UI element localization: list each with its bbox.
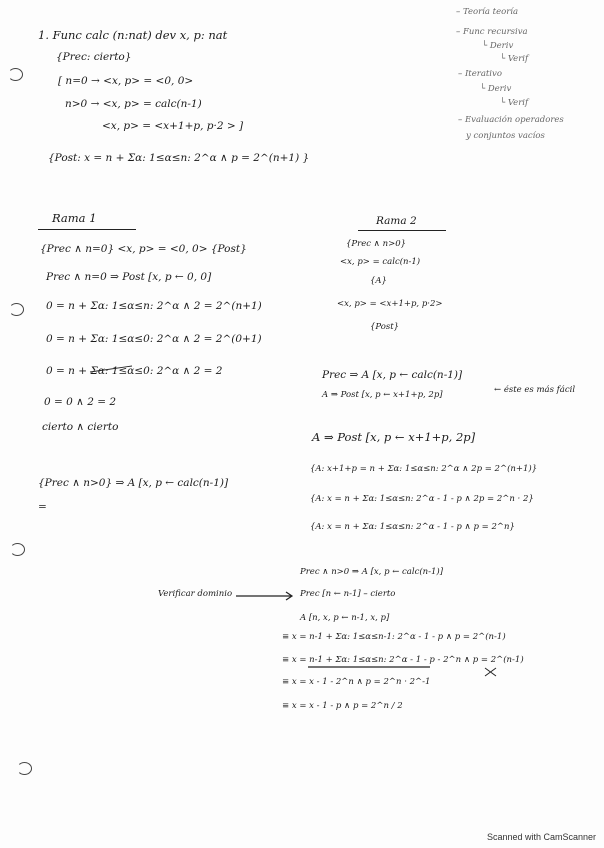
rama2-line-5: {Post} <box>370 322 400 332</box>
rama2-line-1: {Prec ∧ n>0} <box>346 239 407 249</box>
right-line-5: {A: x = n + Σα: 1≤α≤n: 2^α - 1 - p ∧ 2p = 2^n · 2} <box>310 494 534 504</box>
header-line-6: {Post: x = n + Σα: 1≤α≤n: 2^α ∧ p = 2^(n+1) } <box>48 152 310 164</box>
header-line-4: n>0 → <x, p> = calc(n-1) <box>65 98 202 110</box>
note-line-8: – Evaluación operadores <box>458 115 564 125</box>
scanner-watermark: Scanned with CamScanner <box>486 832 596 842</box>
note-line-3: └ Deriv <box>482 41 514 51</box>
rama2-title: Rama 2 <box>376 215 417 227</box>
rama1-line-3: 0 = n + Σα: 1≤α≤n: 2^α ∧ 2 = 2^(n+1) <box>46 300 262 312</box>
note-line-6: └ Deriv <box>480 84 512 94</box>
note-line-4: └ Verif <box>500 54 529 64</box>
right-line-2: A ⇒ Post [x, p ← x+1+p, 2p] <box>322 390 443 400</box>
header-line-1: 1. Func calc (n:nat) dev x, p: nat <box>38 28 228 42</box>
header-line-2: {Prec: cierto} <box>56 51 132 63</box>
rama1-line-9: = <box>38 501 47 513</box>
rama1-line-8: {Prec ∧ n>0} ⇒ A [x, p ← calc(n-1)] <box>38 477 229 489</box>
note-line-1: – Teoría teoría <box>456 7 519 17</box>
rama1-line-6: 0 = 0 ∧ 2 = 2 <box>44 396 117 408</box>
note-line-2: – Func recursiva <box>456 27 528 37</box>
rama2-line-2: <x, p> = calc(n-1) <box>340 257 421 267</box>
bottom-line-1: Prec ∧ n>0 ⇒ A [x, p ← calc(n-1)] <box>300 567 444 577</box>
bottom-line-7: ≡ x = x - 1 - p ∧ p = 2^n / 2 <box>282 701 403 711</box>
note-line-5: – Iterativo <box>458 69 502 79</box>
bottom-line-2: Prec [n ← n-1] – cierto <box>300 589 396 599</box>
rama1-title: Rama 1 <box>52 211 97 225</box>
bottom-line-4: ≡ x = n-1 + Σα: 1≤α≤n-1: 2^α - 1 - p ∧ p = 2^(n-1) <box>282 632 506 642</box>
right-line-4: {A: x+1+p = n + Σα: 1≤α≤n: 2^α ∧ 2p = 2^(n+1)} <box>310 464 538 474</box>
right-note-easier: ← éste es más fácil <box>494 385 576 395</box>
rama1-line-4: 0 = n + Σα: 1≤α≤0: 2^α ∧ 2 = 2^(0+1) <box>46 333 262 345</box>
right-line-3: A ⇒ Post [x, p ← x+1+p, 2p] <box>312 430 476 444</box>
rama1-line-1: {Prec ∧ n=0} <x, p> = <0, 0> {Post} <box>40 243 247 255</box>
rama1-line-2: Prec ∧ n=0 ⇒ Post [x, p ← 0, 0] <box>46 271 212 283</box>
rama1-line-5: 0 = n + Σα: 1≤α≤0: 2^α ∧ 2 = 2 <box>46 365 223 377</box>
header-line-5: <x, p> = <x+1+p, p·2 > ] <box>102 120 244 132</box>
bottom-line-3: A [n, x, p ← n-1, x, p] <box>300 613 390 623</box>
verificar-dominio-label: Verificar dominio <box>158 589 233 599</box>
rama2-line-4: <x, p> = <x+1+p, p·2> <box>337 299 443 309</box>
bottom-line-5: ≡ x = n-1 + Σα: 1≤α≤n: 2^α - 1 - p - 2^n ∧ p = 2^(n-1) <box>282 655 524 665</box>
right-line-6: {A: x = n + Σα: 1≤α≤n: 2^α - 1 - p ∧ p = 2^n} <box>310 522 515 532</box>
note-line-7: └ Verif <box>500 98 529 108</box>
rama2-line-3: {A} <box>370 276 387 286</box>
note-line-9: y conjuntos vacíos <box>466 131 545 141</box>
rama1-line-7: cierto ∧ cierto <box>42 421 119 433</box>
header-line-3: [ n=0 → <x, p> = <0, 0> <box>58 75 194 87</box>
right-line-1: Prec ⇒ A [x, p ← calc(n-1)] <box>322 369 463 381</box>
bottom-line-6: ≡ x = x - 1 - 2^n ∧ p = 2^n · 2^-1 <box>282 677 431 687</box>
